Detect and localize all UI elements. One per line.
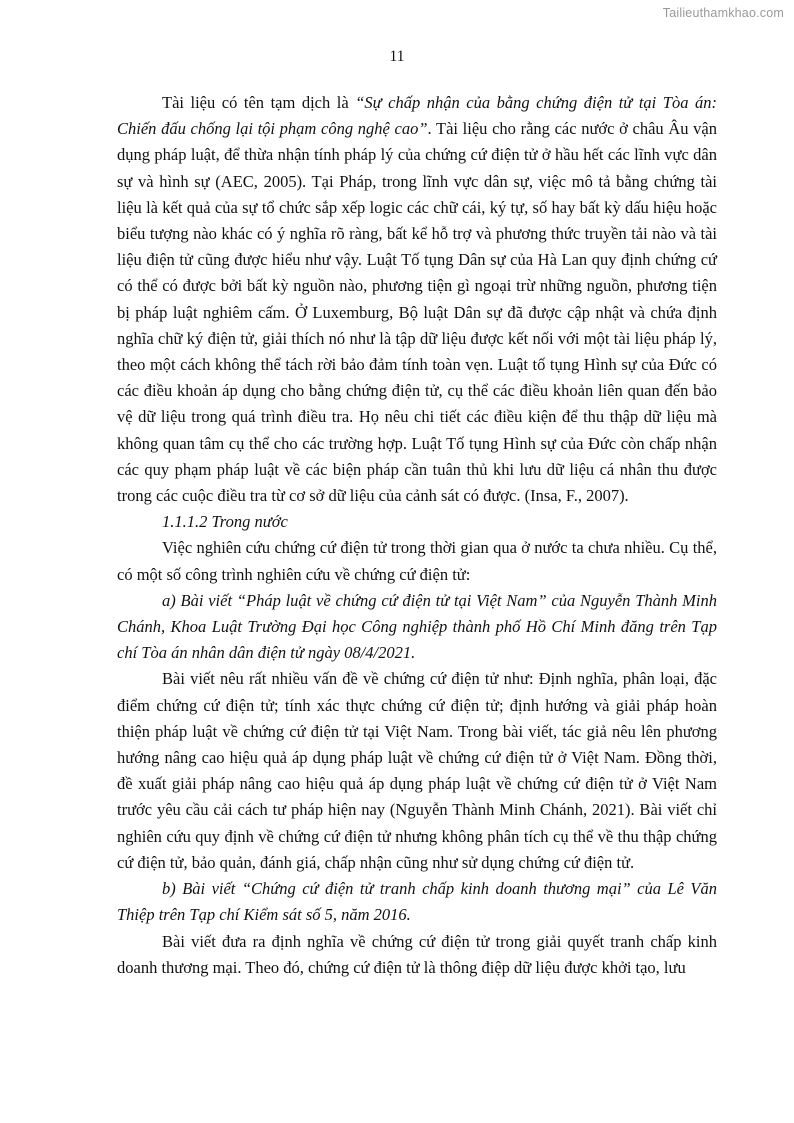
page-number: 11 [389,48,405,65]
list-item-b: b) Bài viết “Chứng cứ điện tử tranh chấp kinh doanh thương mại” của Lê Văn Thiệp trên Tạp chí Kiểm sát số 5, năm 2016. [117,879,717,925]
document-body [117,90,717,981]
watermark: Tailieuthamkhao.com [662,6,784,20]
paragraph-foreign-research [117,90,717,509]
paragraph-article-a-summary: Bài viết nêu rất nhiều vấn đề về chứng cứ điện tử như: Định nghĩa, phân loại, đặc điểm chứng cứ điện tử; tính xác thực chứng cứ điện tử; định hướng và giải pháp hoàn thiện pháp luật về chứng cứ điện tử tại Việt Nam. Trong bài viết, tác giả nêu lên phương hướng nâng cao hiệu quả áp dụng pháp luật về chứng cứ điện tử ở Việt Nam. Đồng thời, đề xuất giải pháp nâng cao hiệu quả áp dụng pháp luật về chứng cứ điện tử ở Việt Nam trước yêu cầu cải cách tư pháp hiện nay (Nguyễn Thành Minh Chánh, 2021). Bài viết chỉ nghiên cứu quy định về chứng cứ điện tử nhưng không phân tích cụ thể về thu thập chứng cứ điện tử, bảo quản, đánh giá, chấp nhận cũng như sử dụng chứng cứ điện tử. [117,669,717,872]
paragraph-text: Tài liệu có tên tạm dịch là [162,93,356,112]
document-title-italic: “Sự chấp nhận của bằng chứng điện tử tại Tòa án: Chiến đấu chống lại tội phạm công nghệ cao” [117,93,717,139]
paragraph-domestic-intro: Việc nghiên cứu chứng cứ điện tử trong thời gian qua ở nước ta chưa nhiều. Cụ thể, có một số công trình nghiên cứu về chứng cứ điện tử: [117,538,717,584]
section-heading-1-1-1-2: 1.1.1.2 Trong nước [162,512,288,532]
paragraph-text: . Tài liệu cho rằng các nước ở châu Âu vận dụng pháp luật, để thừa nhận tính pháp lý của chứng cứ điện tử ở hầu hết các lĩnh vực dân sự và hình sự (AEC, 2005). Tại Pháp, trong lĩnh vực dân sự, việc mô tả bằng chứng tài liệu là kết quả của sự tổ chức sắp xếp logic các chữ cái, ký tự, số hay bất kỳ dấu hiệu hoặc biểu tượng nào khác có ý nghĩa rõ ràng, bất kể hỗ trợ và phương thức truyền tải nào và tài liệu điện tử cũng được hiểu như vậy. Luật Tố tụng Dân sự của Hà Lan quy định chứng cứ có thể có được bởi bất kỳ nguồn nào, phương tiện gì ngoại trừ những nguồn, phương tiện bị pháp luật nghiêm cấm. Ở Luxemburg, Bộ luật Dân sự đã được cập nhật và chứa định nghĩa chữ ký điện tử, giải thích nó như là tập dữ liệu được kết nối với một tài liệu pháp lý, theo một cách không thể tách rời bảo đảm tính toàn vẹn. Luật tố tụng Hình sự của Đức có các điều khoản áp dụng cho bằng chứng điện tử, cụ thể các điều khoản liên quan đến bảo vệ dữ liệu trong quá trình điều tra. Họ nêu chi tiết các điều kiện để thu thập dữ liệu mà không quan tâm cụ thể cho các trường hợp. Luật Tố tụng Hình sự của Đức còn chấp nhận các quy phạm pháp luật về các biện pháp cần tuân thủ khi lưu dữ liệu cá nhân thu được trong các cuộc điều tra từ cơ sở dữ liệu của cảnh sát có được. (Insa, F., 2007). [117,119,717,506]
paragraph-article-b-summary: Bài viết đưa ra định nghĩa về chứng cứ điện tử trong giải quyết tranh chấp kinh doanh thương mại. Theo đó, chứng cứ điện tử là thông điệp dữ liệu được khởi tạo, lưu [117,931,717,977]
list-item-a: a) Bài viết “Pháp luật về chứng cứ điện tử tại Việt Nam” của Nguyễn Thành Minh Chánh, Khoa Luật Trường Đại học Công nghiệp thành phố Hồ Chí Minh đăng trên Tạp chí Tòa án nhân dân điện tử ngày 08/4/2021. [117,590,717,663]
